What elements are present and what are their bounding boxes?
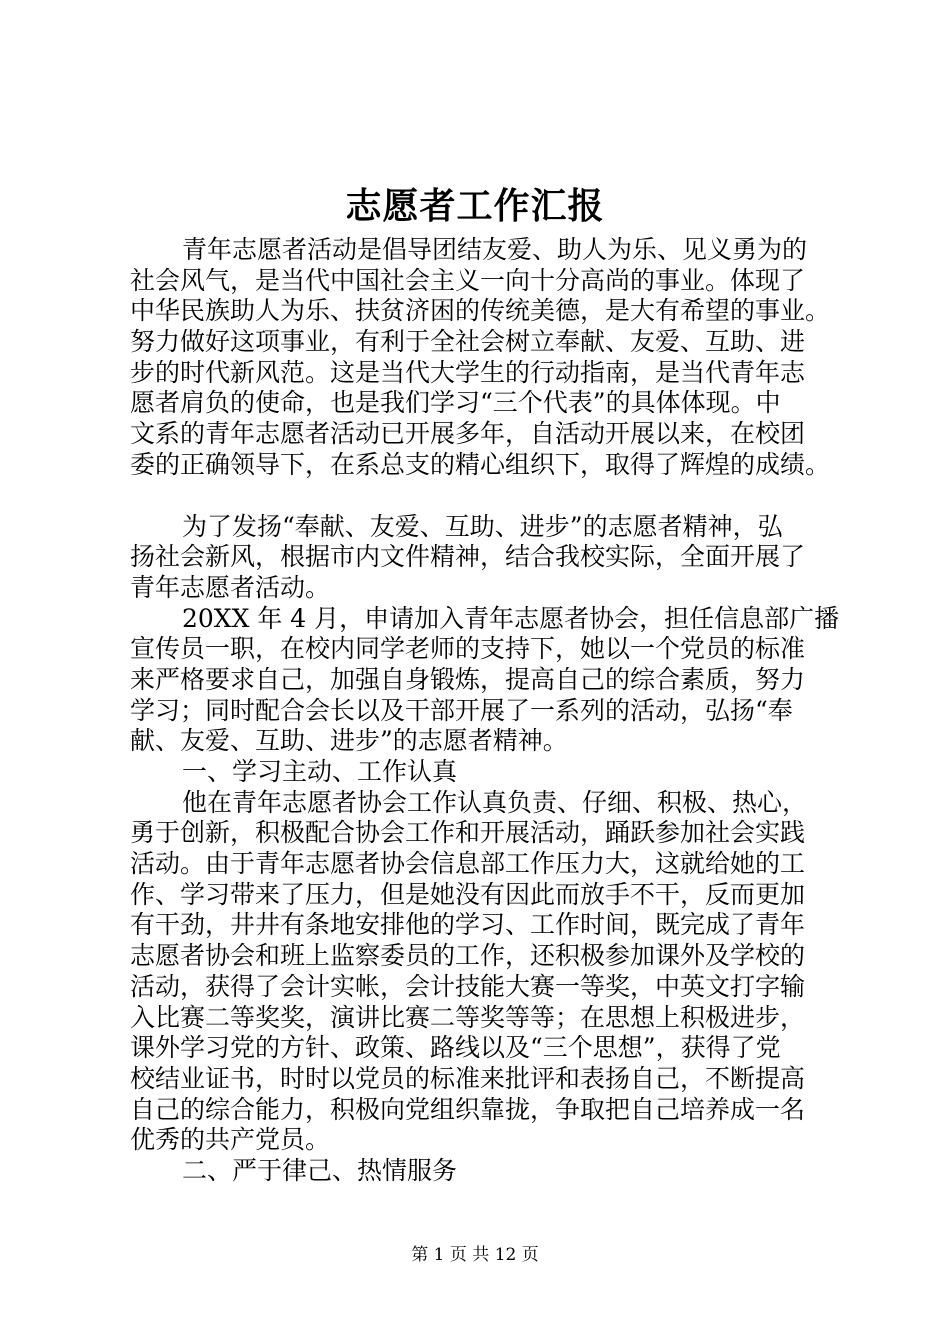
- paragraph-line: 宣传员一职，在校内同学老师的支持下，她以一个党员的标准: [130, 634, 806, 664]
- paragraph-line: 课外学习党的方针、政策、路线以及“三个思想”，获得了党: [130, 1033, 781, 1063]
- document-body: [130, 235, 840, 1187]
- paragraph-line: 入比赛二等奖奖，演讲比赛二等奖等等；在思想上积极进步，: [130, 1002, 806, 1032]
- paragraph-line: 步的时代新风范。这是当代大学生的行动指南，是当代青年志: [130, 357, 806, 387]
- paragraph-line: 活动，获得了会计实帐，会计技能大赛一等奖，中英文打字输: [130, 971, 806, 1001]
- paragraph-line: 扬社会新风，根据市内文件精神，结合我校实际，全面开展了: [130, 542, 806, 572]
- paragraph-line: 有干劲，井井有条地安排他的学习、工作时间，既完成了青年: [130, 910, 806, 940]
- paragraph-line: 愿者肩负的使命，也是我们学习“三个代表”的具体体现。中: [130, 388, 781, 418]
- paragraph-line: 青年志愿者活动是倡导团结友爱、助人为乐、见义勇为的: [182, 235, 808, 264]
- paragraph-line: 优秀的共产党员。: [130, 1125, 331, 1155]
- paragraph-line: 活动。由于青年志愿者协会信息部工作压力大，这就给她的工: [130, 849, 806, 879]
- paragraph-line: 努力做好这项事业，有利于全社会树立奉献、友爱、互助、进: [130, 327, 806, 357]
- document-title: 志愿者工作汇报: [345, 185, 605, 227]
- paragraph-line: 勇于创新，积极配合协会工作和开展活动，踊跃参加社会实践: [130, 818, 806, 848]
- paragraph-line: 文系的青年志愿者活动已开展多年，自活动开展以来，在校团: [130, 419, 806, 449]
- page-footer: 第 1 页 共 12 页: [411, 1245, 539, 1265]
- paragraph-line: 校结业证书，时时以党员的标准来批评和表扬自己，不断提高: [130, 1063, 806, 1093]
- paragraph-line: 为了发扬“奉献、友爱、互助、进步”的志愿者精神，弘: [182, 511, 783, 541]
- paragraph-line: 青年志愿者活动。: [130, 572, 331, 602]
- section-heading: 二、严于律己、热情服务: [182, 1155, 458, 1185]
- paragraph-line: 学习；同时配合会长以及干部开展了一系列的活动，弘扬“奉: [130, 695, 793, 725]
- paragraph-line: 中华民族助人为乐、扶贫济困的传统美德，是大有希望的事业。: [130, 296, 831, 326]
- paragraph-line: 来严格要求自己，加强自身锻炼，提高自己的综合素质，努力: [130, 664, 806, 694]
- paragraph-line: 他在青年志愿者协会工作认真负责、仔细、积极、热心，: [182, 787, 808, 817]
- paragraph-line: 志愿者协会和班上监察委员的工作，还积极参加课外及学校的: [130, 941, 806, 971]
- section-heading: 一、学习主动、工作认真: [182, 757, 458, 786]
- paragraph-line: 自己的综合能力，积极向党组织靠拢，争取把自己培养成一名: [130, 1094, 806, 1124]
- paragraph-line: 作、学习带来了压力，但是她没有因此而放手不干，反而更加: [130, 879, 806, 909]
- paragraph-line: 委的正确领导下，在系总支的精心组织下，取得了辉煌的成绩。: [130, 449, 831, 479]
- paragraph-line: 20XX 年 4 月，申请加入青年志愿者协会，担任信息部广播: [182, 603, 840, 633]
- paragraph-line: 社会风气，是当代中国社会主义一向十分高尚的事业。体现了: [130, 265, 806, 295]
- paragraph-line: 献、友爱、互助、进步”的志愿者精神。: [130, 726, 568, 756]
